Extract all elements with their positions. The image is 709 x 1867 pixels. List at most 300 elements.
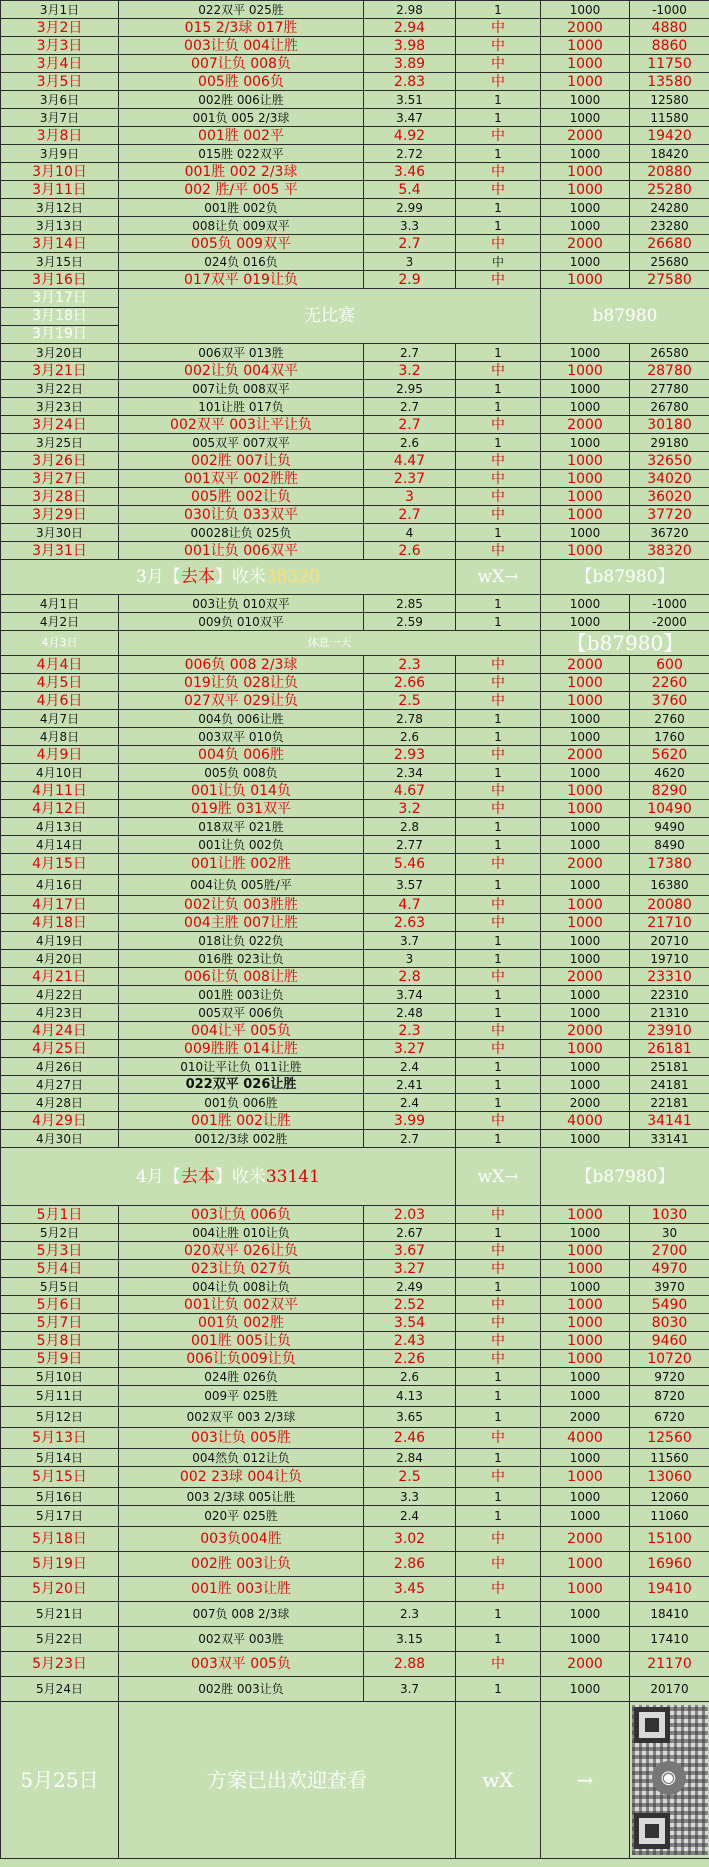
record-row <box>1 1260 709 1278</box>
cell-picks: 015胜 022双平 <box>119 145 364 163</box>
record-row <box>1 1206 709 1224</box>
cell-date: 4月12日 <box>1 800 119 818</box>
cell-picks: 001让负 002负 <box>119 836 364 854</box>
cell-odds: 3.65 <box>364 1407 456 1428</box>
cell-odds: 2.7 <box>364 506 456 524</box>
cell-picks: 018让负 022负 <box>119 932 364 950</box>
cell-stake: 4000 <box>541 1112 630 1130</box>
record-row <box>1 524 709 542</box>
cell-result: 中 <box>456 896 541 914</box>
cell-stake: 1000 <box>541 362 630 380</box>
cell-picks: 001让胜 002胜 <box>119 854 364 875</box>
record-row <box>1 452 709 470</box>
summary-contact: 【b87980】 <box>541 560 709 595</box>
cell-odds: 3.54 <box>364 1314 456 1332</box>
cell-date: 3月28日 <box>1 488 119 506</box>
cell-result: 1 <box>456 145 541 163</box>
cell-total: 10490 <box>630 800 709 818</box>
cell-date: 5月2日 <box>1 1224 119 1242</box>
cell-odds: 2.7 <box>364 235 456 253</box>
cell-odds: 3 <box>364 488 456 506</box>
cell-picks: 002双平 003让平让负 <box>119 416 364 434</box>
cell-total: 13580 <box>630 73 709 91</box>
cell-date: 4月8日 <box>1 728 119 746</box>
cell-date: 3月5日 <box>1 73 119 91</box>
cell-odds: 2.86 <box>364 1552 456 1577</box>
cell-date: 4月16日 <box>1 875 119 896</box>
cell-result: 1 <box>456 875 541 896</box>
cell-stake: 2000 <box>541 416 630 434</box>
cell-picks: 005双平 007双平 <box>119 434 364 452</box>
cell-stake: 1000 <box>541 1058 630 1076</box>
cell-total: 22181 <box>630 1094 709 1112</box>
cell-total: 26580 <box>630 344 709 362</box>
cell-stake: 1000 <box>541 613 630 631</box>
cell-date: 4月18日 <box>1 914 119 932</box>
cell-picks: 001让负 006双平 <box>119 542 364 560</box>
cell-total: 24280 <box>630 199 709 217</box>
cell-result: 中 <box>456 181 541 199</box>
record-row <box>1 986 709 1004</box>
cell-total: 30180 <box>630 416 709 434</box>
cell-odds: 4 <box>364 524 456 542</box>
cell-result: 1 <box>456 986 541 1004</box>
cell-odds: 2.93 <box>364 746 456 764</box>
cell-odds: 2.4 <box>364 1094 456 1112</box>
cell-date: 5月3日 <box>1 1242 119 1260</box>
cell-date: 4月1日 <box>1 595 119 613</box>
cell-odds: 2.52 <box>364 1296 456 1314</box>
cell-date: 4月14日 <box>1 836 119 854</box>
cell-stake: 1000 <box>541 37 630 55</box>
cell-result: 中 <box>456 127 541 145</box>
cell-stake: 1000 <box>541 1296 630 1314</box>
record-row <box>1 380 709 398</box>
record-row <box>1 782 709 800</box>
cell-result: 1 <box>456 613 541 631</box>
cell-odds: 3.3 <box>364 1488 456 1506</box>
cell-odds: 2.66 <box>364 674 456 692</box>
cell-total: 6720 <box>630 1407 709 1428</box>
cell-date: 4月2日 <box>1 613 119 631</box>
cell-result: 1 <box>456 1 541 19</box>
cell-total: -2000 <box>630 613 709 631</box>
cell-result: 1 <box>456 398 541 416</box>
cell-date: 5月19日 <box>1 1552 119 1577</box>
cell-date: 3月3日 <box>1 37 119 55</box>
cell-result: 1 <box>456 1677 541 1702</box>
cell-date: 3月27日 <box>1 470 119 488</box>
cell-date: 5月9日 <box>1 1350 119 1368</box>
record-row <box>1 1677 709 1702</box>
cell-odds: 3.27 <box>364 1040 456 1058</box>
cell-stake: 1000 <box>541 1506 630 1527</box>
cell-odds: 2.72 <box>364 145 456 163</box>
cell-stake: 2000 <box>541 968 630 986</box>
cell-picks: 002胜 006让胜 <box>119 91 364 109</box>
cell-total: 19410 <box>630 1577 709 1602</box>
record-row <box>1 470 709 488</box>
cell-stake: 1000 <box>541 109 630 127</box>
rest-day-contact: 【b87980】 <box>541 631 709 656</box>
cell-total: 27780 <box>630 380 709 398</box>
cell-result: 中 <box>456 674 541 692</box>
cell-date: 3月1日 <box>1 1 119 19</box>
cell-odds: 3.46 <box>364 163 456 181</box>
cell-stake: 1000 <box>541 1004 630 1022</box>
cell-result: 中 <box>456 656 541 674</box>
cell-result: 中 <box>456 968 541 986</box>
cell-result: 1 <box>456 1506 541 1527</box>
record-row <box>1 896 709 914</box>
cell-result: 中 <box>456 271 541 289</box>
cell-stake: 1000 <box>541 1350 630 1368</box>
cell-picks: 003 2/3球 005让胜 <box>119 1488 364 1506</box>
cell-result: 1 <box>456 524 541 542</box>
cell-date: 5月6日 <box>1 1296 119 1314</box>
summary-wx: wX→ <box>456 1148 541 1206</box>
cell-result: 1 <box>456 1386 541 1407</box>
cell-result: 中 <box>456 1652 541 1677</box>
cell-stake: 1000 <box>541 344 630 362</box>
cell-date: 4月30日 <box>1 1130 119 1148</box>
cell-stake: 1000 <box>541 875 630 896</box>
cell-date: 5月21日 <box>1 1602 119 1627</box>
cell-result: 中 <box>456 800 541 818</box>
cell-picks: 004让平 005负 <box>119 1022 364 1040</box>
cell-picks: 001负 005 2/3球 <box>119 109 364 127</box>
cell-total: 20710 <box>630 932 709 950</box>
footer-text: 方案已出欢迎查看 <box>119 1702 456 1859</box>
cell-result: 1 <box>456 1488 541 1506</box>
cell-date: 5月20日 <box>1 1577 119 1602</box>
cell-picks: 003让负 006负 <box>119 1206 364 1224</box>
cell-date: 5月17日 <box>1 1506 119 1527</box>
cell-total: 600 <box>630 656 709 674</box>
cell-date: 5月1日 <box>1 1206 119 1224</box>
cell-total: 36020 <box>630 488 709 506</box>
cell-picks: 001双平 002胜胜 <box>119 470 364 488</box>
cell-stake: 1000 <box>541 896 630 914</box>
cell-picks: 004然负 012让负 <box>119 1449 364 1467</box>
cell-total: 23910 <box>630 1022 709 1040</box>
cell-total: 24181 <box>630 1076 709 1094</box>
cell-picks: 030让负 033双平 <box>119 506 364 524</box>
cell-picks: 009平 025胜 <box>119 1386 364 1407</box>
cell-total: 38320 <box>630 542 709 560</box>
record-row <box>1 613 709 631</box>
cell-result: 1 <box>456 1094 541 1112</box>
march-summary-text <box>1 560 456 595</box>
cell-picks: 022双平 025胜 <box>119 1 364 19</box>
cell-result: 1 <box>456 217 541 235</box>
record-row <box>1 656 709 674</box>
record-row <box>1 968 709 986</box>
cell-result: 中 <box>456 1332 541 1350</box>
record-row <box>1 746 709 764</box>
cell-total: 34020 <box>630 470 709 488</box>
cell-stake: 1000 <box>541 145 630 163</box>
cell-stake: 1000 <box>541 452 630 470</box>
cell-date: 5月15日 <box>1 1467 119 1488</box>
cell-picks: 001胜 003让负 <box>119 986 364 1004</box>
record-row <box>1 1332 709 1350</box>
cell-date: 3月20日 <box>1 344 119 362</box>
cell-result: 中 <box>456 1467 541 1488</box>
april-early-rows <box>1 595 709 631</box>
cell-picks: 005负 008负 <box>119 764 364 782</box>
cell-picks: 010让平让负 011让胜 <box>119 1058 364 1076</box>
cell-odds: 2.77 <box>364 836 456 854</box>
cell-total: 17410 <box>630 1627 709 1652</box>
cell-picks: 002让负 004双平 <box>119 362 364 380</box>
cell-result: 1 <box>456 764 541 782</box>
cell-picks: 001胜 002让胜 <box>119 1112 364 1130</box>
summary-mid: 】收米 <box>214 567 266 587</box>
cell-picks: 001让负 014负 <box>119 782 364 800</box>
no-match-date: 3月17日 <box>1 290 118 308</box>
cell-odds: 2.7 <box>364 398 456 416</box>
cell-result: 中 <box>456 542 541 560</box>
cell-date: 5月7日 <box>1 1314 119 1332</box>
cell-total: 37720 <box>630 506 709 524</box>
cell-odds: 2.3 <box>364 1022 456 1040</box>
rest-day-date: 4月3日 <box>1 631 119 656</box>
record-row <box>1 73 709 91</box>
cell-picks: 002胜 003让负 <box>119 1677 364 1702</box>
cell-result: 中 <box>456 506 541 524</box>
record-row <box>1 1602 709 1627</box>
cell-date: 3月23日 <box>1 398 119 416</box>
cell-stake: 1000 <box>541 1368 630 1386</box>
cell-odds: 4.13 <box>364 1386 456 1407</box>
cell-result: 1 <box>456 818 541 836</box>
cell-stake: 1000 <box>541 1552 630 1577</box>
cell-date: 3月21日 <box>1 362 119 380</box>
cell-result: 1 <box>456 1278 541 1296</box>
cell-date: 3月29日 <box>1 506 119 524</box>
record-row <box>1 1652 709 1677</box>
summary-amount: 38320 <box>265 567 320 587</box>
record-row <box>1 932 709 950</box>
cell-odds: 2.5 <box>364 692 456 710</box>
cell-stake: 1000 <box>541 506 630 524</box>
record-row <box>1 542 709 560</box>
cell-picks: 004让负 008让负 <box>119 1278 364 1296</box>
cell-picks: 007让负 008负 <box>119 55 364 73</box>
cell-total: -1000 <box>630 1 709 19</box>
cell-total: 25280 <box>630 181 709 199</box>
cell-odds: 3 <box>364 253 456 271</box>
cell-total: 20170 <box>630 1677 709 1702</box>
cell-odds: 3.7 <box>364 1677 456 1702</box>
cell-picks: 003让负 005胜 <box>119 1428 364 1449</box>
record-row <box>1 875 709 896</box>
cell-total: 23280 <box>630 217 709 235</box>
april-summary-text <box>1 1148 456 1206</box>
qr-finder-icon <box>634 1707 670 1743</box>
cell-date: 4月5日 <box>1 674 119 692</box>
cell-stake: 2000 <box>541 656 630 674</box>
cell-date: 4月17日 <box>1 896 119 914</box>
cell-result: 1 <box>456 1224 541 1242</box>
cell-picks: 101让胜 017负 <box>119 398 364 416</box>
cell-stake: 1000 <box>541 800 630 818</box>
cell-odds: 4.7 <box>364 896 456 914</box>
april-rows <box>1 656 709 1148</box>
cell-picks: 001胜 003让胜 <box>119 1577 364 1602</box>
record-row <box>1 1130 709 1148</box>
cell-stake: 1000 <box>541 253 630 271</box>
cell-result: 中 <box>456 1552 541 1577</box>
cell-date: 5月4日 <box>1 1260 119 1278</box>
cell-stake: 1000 <box>541 434 630 452</box>
cell-stake: 2000 <box>541 1527 630 1552</box>
cell-total: 12580 <box>630 91 709 109</box>
cell-stake: 1000 <box>541 1278 630 1296</box>
record-row <box>1 1552 709 1577</box>
cell-total: 30 <box>630 1224 709 1242</box>
cell-odds: 3.47 <box>364 109 456 127</box>
cell-odds: 2.83 <box>364 73 456 91</box>
cell-total: 18410 <box>630 1602 709 1627</box>
cell-total: 19710 <box>630 950 709 968</box>
cell-picks: 001胜 002负 <box>119 199 364 217</box>
cell-date: 5月22日 <box>1 1627 119 1652</box>
cell-picks: 001胜 002平 <box>119 127 364 145</box>
cell-picks: 002双平 003胜 <box>119 1627 364 1652</box>
record-row <box>1 1004 709 1022</box>
cell-odds: 2.6 <box>364 1368 456 1386</box>
qr-code-icon[interactable] <box>632 1705 708 1855</box>
record-row <box>1 127 709 145</box>
cell-total: 8030 <box>630 1314 709 1332</box>
cell-picks: 005双平 006负 <box>119 1004 364 1022</box>
cell-odds: 3.15 <box>364 1627 456 1652</box>
cell-stake: 1000 <box>541 470 630 488</box>
cell-total: 16380 <box>630 875 709 896</box>
cell-odds: 3.67 <box>364 1242 456 1260</box>
cell-stake: 1000 <box>541 986 630 1004</box>
cell-odds: 2.5 <box>364 1467 456 1488</box>
cell-date: 5月18日 <box>1 1527 119 1552</box>
record-row <box>1 1296 709 1314</box>
cell-total: 10720 <box>630 1350 709 1368</box>
cell-date: 4月4日 <box>1 656 119 674</box>
cell-stake: 1000 <box>541 1627 630 1652</box>
cell-date: 3月14日 <box>1 235 119 253</box>
cell-odds: 2.4 <box>364 1058 456 1076</box>
cell-date: 5月14日 <box>1 1449 119 1467</box>
footer-date: 5月25日 <box>1 1702 119 1859</box>
cell-total: 20080 <box>630 896 709 914</box>
cell-date: 4月10日 <box>1 764 119 782</box>
cell-result: 中 <box>456 235 541 253</box>
cell-picks: 001负 006胜 <box>119 1094 364 1112</box>
cell-date: 4月7日 <box>1 710 119 728</box>
cell-total: 9460 <box>630 1332 709 1350</box>
cell-total: 19420 <box>630 127 709 145</box>
cell-date: 4月29日 <box>1 1112 119 1130</box>
footer-block <box>1 1702 709 1859</box>
cell-date: 4月28日 <box>1 1094 119 1112</box>
record-row <box>1 1224 709 1242</box>
cell-total: 1030 <box>630 1206 709 1224</box>
cell-total: 21170 <box>630 1652 709 1677</box>
record-row <box>1 1386 709 1407</box>
cell-total: 26680 <box>630 235 709 253</box>
cell-stake: 1000 <box>541 1677 630 1702</box>
cell-date: 3月4日 <box>1 55 119 73</box>
record-row <box>1 253 709 271</box>
cell-date: 3月26日 <box>1 452 119 470</box>
cell-result: 1 <box>456 1602 541 1627</box>
cell-total: 27580 <box>630 271 709 289</box>
cell-stake: 1000 <box>541 914 630 932</box>
cell-stake: 1000 <box>541 728 630 746</box>
record-row <box>1 764 709 782</box>
record-row <box>1 1368 709 1386</box>
cell-picks: 004让负 005胜/平 <box>119 875 364 896</box>
record-row <box>1 1040 709 1058</box>
cell-stake: 1000 <box>541 380 630 398</box>
cell-result: 1 <box>456 434 541 452</box>
cell-total: 20880 <box>630 163 709 181</box>
cell-stake: 1000 <box>541 782 630 800</box>
cell-total: 9720 <box>630 1368 709 1386</box>
record-row <box>1 1 709 19</box>
cell-odds: 3.99 <box>364 1112 456 1130</box>
cell-picks: 001胜 002 2/3球 <box>119 163 364 181</box>
cell-stake: 1000 <box>541 73 630 91</box>
cell-odds: 2.3 <box>364 656 456 674</box>
cell-total: 29180 <box>630 434 709 452</box>
cell-picks: 002双平 003 2/3球 <box>119 1407 364 1428</box>
cell-total: 25181 <box>630 1058 709 1076</box>
cell-date: 4月24日 <box>1 1022 119 1040</box>
cell-picks: 004负 006让胜 <box>119 710 364 728</box>
cell-stake: 1000 <box>541 1449 630 1467</box>
march-late-rows <box>1 344 709 560</box>
cell-total: 8490 <box>630 836 709 854</box>
cell-result: 1 <box>456 109 541 127</box>
cell-stake: 1000 <box>541 1314 630 1332</box>
cell-total: 3760 <box>630 692 709 710</box>
wechat-icon: ◉ <box>652 1761 686 1795</box>
cell-odds: 2.9 <box>364 271 456 289</box>
record-row <box>1 1022 709 1040</box>
record-row <box>1 1467 709 1488</box>
cell-stake: 1000 <box>541 1130 630 1148</box>
cell-date: 3月11日 <box>1 181 119 199</box>
cell-odds: 4.47 <box>364 452 456 470</box>
cell-date: 3月8日 <box>1 127 119 145</box>
cell-odds: 2.4 <box>364 1506 456 1527</box>
record-row <box>1 199 709 217</box>
cell-odds: 2.84 <box>364 1449 456 1467</box>
cell-date: 3月30日 <box>1 524 119 542</box>
record-row <box>1 1242 709 1260</box>
cell-result: 1 <box>456 1076 541 1094</box>
april-summary <box>1 1148 709 1206</box>
cell-date: 3月24日 <box>1 416 119 434</box>
record-row <box>1 1314 709 1332</box>
record-row <box>1 1527 709 1552</box>
cell-stake: 1000 <box>541 398 630 416</box>
cell-picks: 003双平 005负 <box>119 1652 364 1677</box>
cell-total: 5620 <box>630 746 709 764</box>
record-row <box>1 1350 709 1368</box>
